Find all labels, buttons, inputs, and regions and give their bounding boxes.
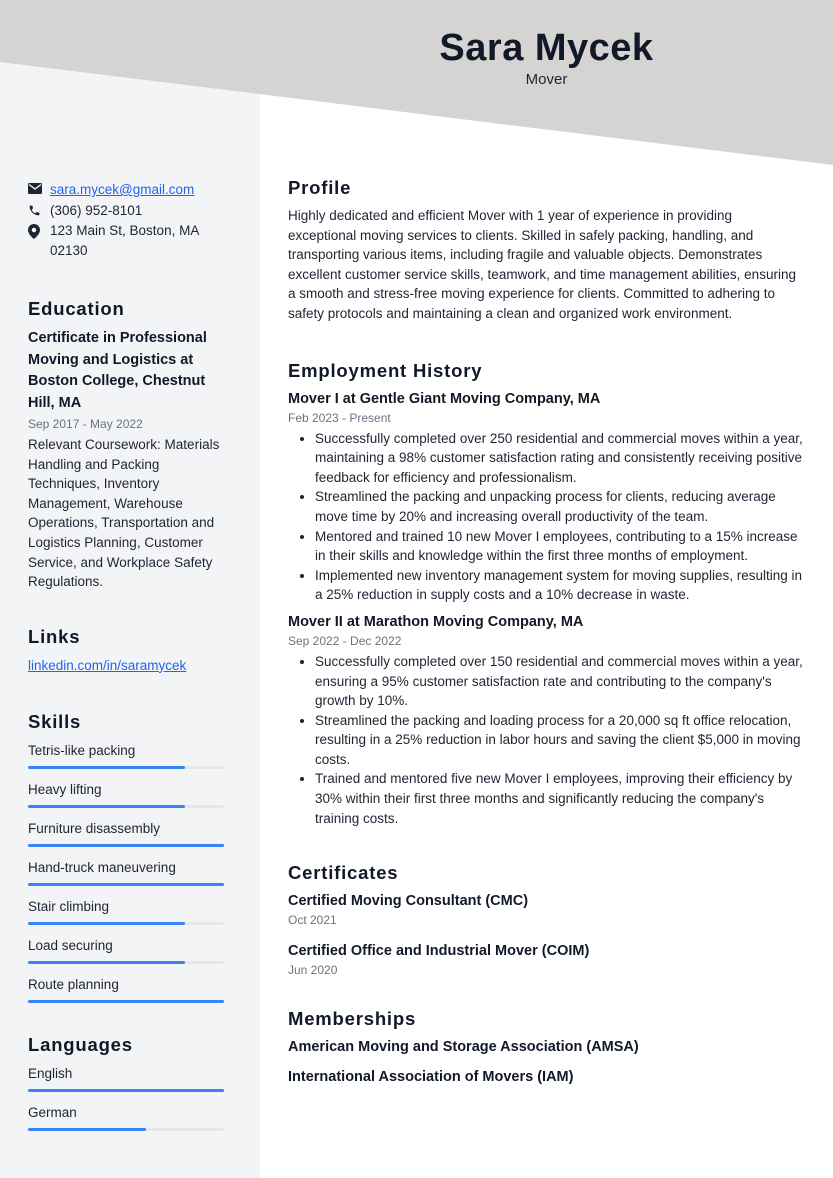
skill-name: Tetris-like packing [28,743,136,759]
job-dates: Feb 2023 - Present [288,410,391,425]
languages-section [28,1034,228,1131]
skill-level-fill [28,961,185,964]
job-dates: Sep 2022 - Dec 2022 [288,633,402,648]
education-degree: Certificate in Professional Moving and Logistics at Boston College, Chestnut Hill, MA [28,330,207,411]
candidate-name: Sara Mycek [439,27,654,69]
profile-section [288,176,804,324]
skills-section [28,711,228,1003]
links-section [28,626,228,676]
education-coursework: Relevant Coursework: Materials Handling and Packing Techniques, Inventory Management, Warehouse Operations, Transportation and Logistics Planning, Customer Service, and Workplace Safety Regulations. [28,437,220,590]
skill-item [28,819,228,847]
skill-level-fill [28,766,185,769]
sidebar [28,180,228,1142]
skill-level-bar [28,805,224,808]
email-link[interactable]: sara.mycek@gmail.com [50,182,195,197]
skill-level-fill [28,805,185,808]
certificates-section [288,861,804,979]
job-bullet: • Successfully completed over 250 residential and commercial moves within a year, maintaining a 98% customer satisfaction rating and consistently receiving positive feedback for efficiency and professionalism. [315,429,804,488]
language-name: German [28,1105,77,1121]
map-pin-icon [28,221,50,239]
skill-item [28,780,228,808]
job-bullet: • Successfully completed over 150 residential and commercial moves within a year, ensuring a 95% customer satisfaction rate and contributing to the company's growth by 10%. [315,652,804,711]
candidate-title: Mover [525,71,568,88]
memberships-list [288,1037,804,1087]
certificates-heading: Certificates [288,862,399,884]
skills-list [28,741,228,1003]
linkedin-link[interactable]: linkedin.com/in/saramycek [28,657,187,673]
skill-item [28,897,228,925]
education-section [28,298,228,592]
skill-level-fill [28,922,185,925]
phone-icon [28,201,50,217]
envelope-icon [28,180,50,194]
contact-block [28,180,228,260]
languages-heading: Languages [28,1034,133,1056]
skill-item [28,975,228,1003]
languages-list [28,1064,228,1131]
job-bullet: • Implemented new inventory management system for moving supplies, resulting in a 25% reduction in supply costs and a 10% decrease in waste. [315,566,804,605]
skill-level-fill [28,883,224,886]
skill-item [28,858,228,886]
employment-heading: Employment History [288,359,483,381]
memberships-heading: Memberships [288,1008,417,1030]
job-title: Mover I at Gentle Giant Moving Company, MA [288,390,601,407]
language-level-fill [28,1089,224,1092]
education-dates: Sep 2017 - May 2022 [28,417,143,431]
job-title: Mover II at Marathon Moving Company, MA [288,613,584,630]
certificate-name: Certified Moving Consultant (CMC) [288,893,529,910]
job-bullet: • Streamlined the packing and loading process for a 20,000 sq ft office relocation, resulting in a 25% reduction in labor hours and saving the client $5,000 in moving costs. [315,711,804,770]
jobs-list [288,389,804,829]
certificate-name: Certified Office and Industrial Mover (COIM) [288,943,590,960]
skill-level-fill [28,1000,224,1003]
main-content [288,176,804,1097]
skill-level-bar [28,766,224,769]
certificate-date: Oct 2021 [288,913,337,928]
education-heading: Education [28,298,125,319]
certificate-date: Jun 2020 [288,963,338,978]
job-entry [288,612,804,828]
certificates-list [288,891,804,979]
skill-level-bar [28,844,224,847]
skill-level-bar [28,1000,224,1003]
skill-name: Load securing [28,938,113,954]
memberships-section [288,1007,804,1087]
language-item [28,1103,228,1131]
skill-level-bar [28,961,224,964]
skill-level-bar [28,922,224,925]
membership-item: American Moving and Storage Association (AMSA) [288,1039,639,1056]
contact-phone-row [28,201,228,221]
links-heading: Links [28,625,81,647]
skills-heading: Skills [28,711,82,733]
phone-number: (306) 952-8101 [50,202,143,218]
skill-name: Stair climbing [28,899,110,915]
job-bullet: • Streamlined the packing and unpacking process for clients, reducing average move time by 20% and increasing overall productivity of the team. [315,487,804,526]
certificate-item [288,941,804,979]
address: 123 Main St, Boston, MA 02130 [50,223,199,258]
membership-item: International Association of Movers (IAM) [288,1069,574,1086]
language-level-bar [28,1089,224,1092]
contact-address-row [28,221,228,260]
job-bullets [288,652,804,828]
skill-level-bar [28,883,224,886]
profile-text: Highly dedicated and efficient Mover with 1 year of experience in providing exceptional moving services to clients. Skilled in safely packing, handling, and transporting various items, including fragile and valuable objects. Demonstrates excellent customer service skills, teamwork, and time management abilities, ensuring a smooth and stress-free moving experience for clients. Committed to adhering to safety protocols and maintaining a clean and organized work environment. [288,208,796,321]
job-bullets [288,429,804,605]
language-level-bar [28,1128,224,1131]
language-name: English [28,1066,73,1082]
language-level-fill [28,1128,146,1131]
contact-email-row [28,180,228,200]
profile-heading: Profile [288,177,352,198]
employment-section [288,359,804,829]
skill-level-fill [28,844,224,847]
job-bullet: • Trained and mentored five new Mover I employees, improving their efficiency by 30% within their first three months and significantly reducing the company's training costs. [315,769,804,828]
skill-name: Hand-truck maneuvering [28,860,176,876]
skill-name: Heavy lifting [28,782,102,798]
skill-item [28,936,228,964]
skill-name: Route planning [28,977,119,993]
skill-name: Furniture disassembly [28,821,161,837]
skill-item [28,741,228,769]
job-bullet: • Mentored and trained 10 new Mover I employees, contributing to a 15% increase in their skills and knowledge within the first three months of employment. [315,527,804,566]
certificate-item [288,891,804,929]
language-item [28,1064,228,1092]
job-entry [288,389,804,605]
